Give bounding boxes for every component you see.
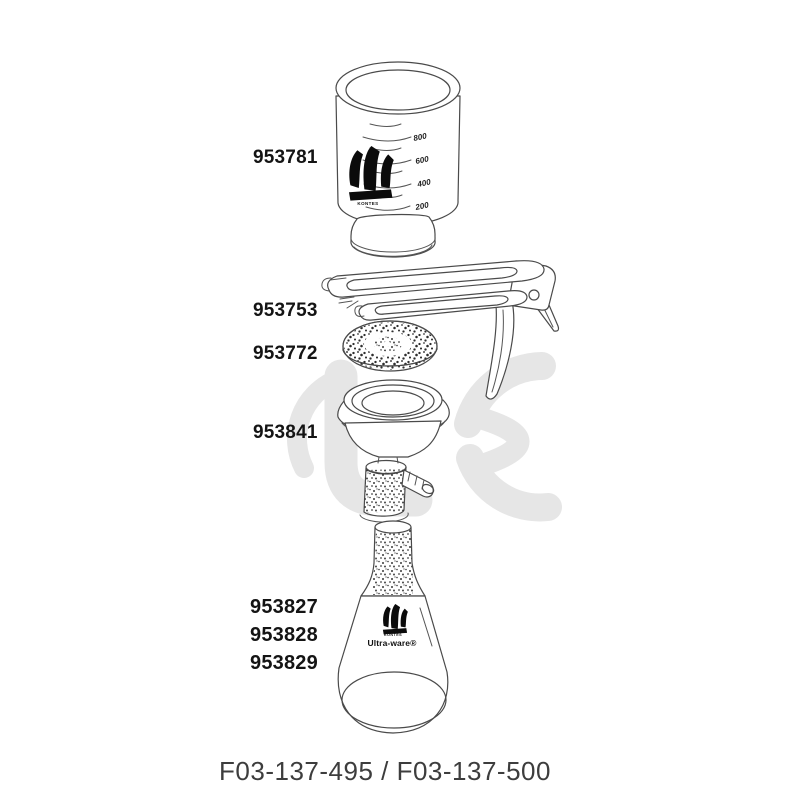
flask-drawing [338, 521, 448, 733]
flask-kontes-text: KONTES [383, 633, 403, 637]
part-label-funnel: 953781 [253, 147, 318, 168]
base-bowl [345, 421, 441, 457]
watermark-k-mid [480, 418, 519, 465]
graduation-600: 600 [414, 154, 430, 166]
funnel-joint-skirt [351, 215, 435, 257]
clamp-spring-lines [339, 297, 358, 308]
part-label-funnel-base: 953841 [253, 422, 318, 443]
part-label-flask-3: 953829 [250, 652, 318, 674]
base-stem-stipple [364, 469, 406, 514]
flask-joint-top [375, 521, 411, 533]
graduation-400: 400 [416, 177, 432, 189]
graduation-800: 800 [412, 131, 428, 143]
flask-ultraware-text: Ultra-ware® [367, 638, 417, 648]
catalog-number-caption: F03-137-495 / F03-137-500 [219, 756, 551, 786]
screen-center-hole [383, 342, 391, 347]
base-rim-outer [344, 380, 442, 420]
part-label-clamp: 953753 [253, 300, 318, 321]
part-label-support-screen: 953772 [253, 343, 318, 364]
part-label-flask-1: 953827 [250, 596, 318, 618]
graduation-200: 200 [414, 200, 430, 212]
graduated-funnel-drawing [336, 62, 460, 257]
flask-joint-stipple [373, 528, 413, 596]
support-screen-drawing [343, 321, 437, 371]
kontes-logo-text: KONTES [357, 201, 379, 206]
part-label-flask-2: 953828 [250, 624, 318, 646]
